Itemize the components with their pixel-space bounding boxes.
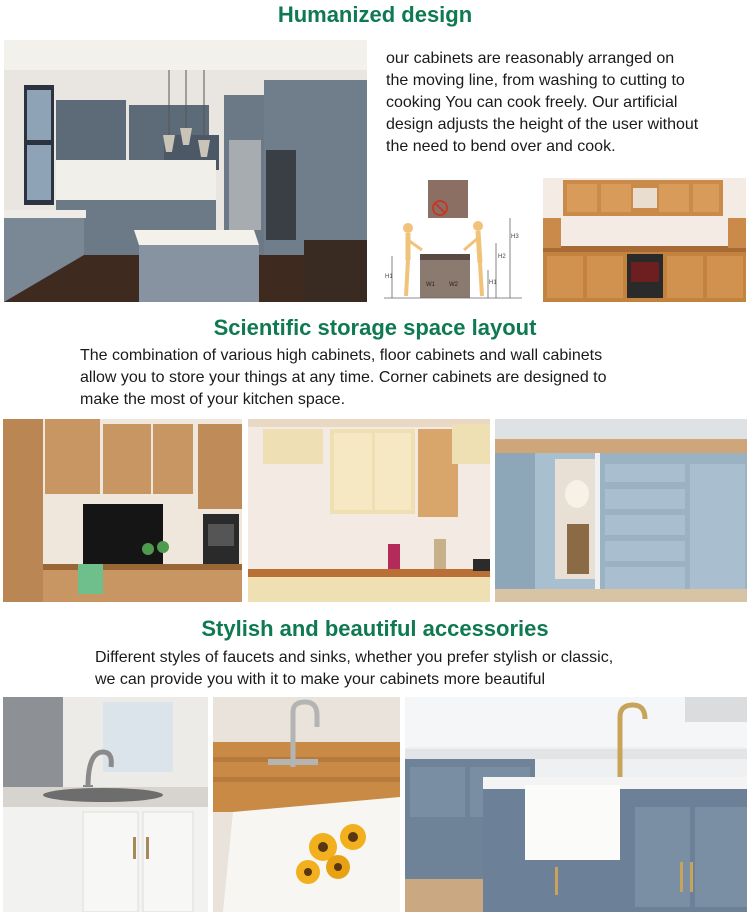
farmhouse-sink-brass-faucet-photo: [405, 697, 747, 912]
humanized-line: our cabinets are reasonably arranged on: [386, 50, 675, 67]
ergonomic-height-diagram: [384, 178, 522, 302]
dim-label: W1: [426, 282, 435, 288]
storage-line: allow you to store your things at any time. Corner cabinets are designed to: [80, 369, 607, 386]
storage-text: [80, 345, 740, 411]
cream-corner-cabinets-photo: [248, 419, 490, 602]
grey-kitchen-photo: [4, 40, 367, 302]
humanized-line: the need to bend over and cook.: [386, 138, 616, 155]
dim-label: H1: [489, 280, 497, 286]
storage-line: The combination of various high cabinets, floor cabinets and wall cabinets: [80, 347, 603, 364]
dim-label: H2: [498, 254, 506, 260]
blue-island-cabinets-photo: [495, 419, 747, 602]
dim-label: H3: [511, 234, 519, 240]
accessories-line: we can provide you with it to make your cabinets more beautiful: [95, 671, 546, 688]
section-title-storage: Scientific storage space layout: [213, 315, 537, 340]
humanized-line: design adjusts the height of the user without: [386, 116, 699, 133]
humanized-line: the moving line, from washing to cutting to: [386, 72, 685, 89]
humanized-text: [386, 48, 746, 158]
section-title-accessories: Stylish and beautiful accessories: [201, 616, 549, 641]
accessories-line: Different styles of faucets and sinks, whether you prefer stylish or classic,: [95, 649, 614, 666]
accessories-text: [95, 647, 745, 691]
butcher-block-sink-sunflowers-photo: [213, 697, 400, 912]
dim-label: H1: [385, 274, 393, 280]
granite-sink-faucet-photo: [3, 697, 208, 912]
wood-kitchen-photo: [543, 178, 746, 302]
storage-line: make the most of your kitchen space.: [80, 391, 346, 408]
humanized-line: cooking You can cook freely. Our artificial: [386, 94, 678, 111]
section-title-humanized: Humanized design: [277, 2, 473, 27]
oak-wall-cabinets-photo: [3, 419, 242, 602]
dim-label: W2: [449, 282, 458, 288]
